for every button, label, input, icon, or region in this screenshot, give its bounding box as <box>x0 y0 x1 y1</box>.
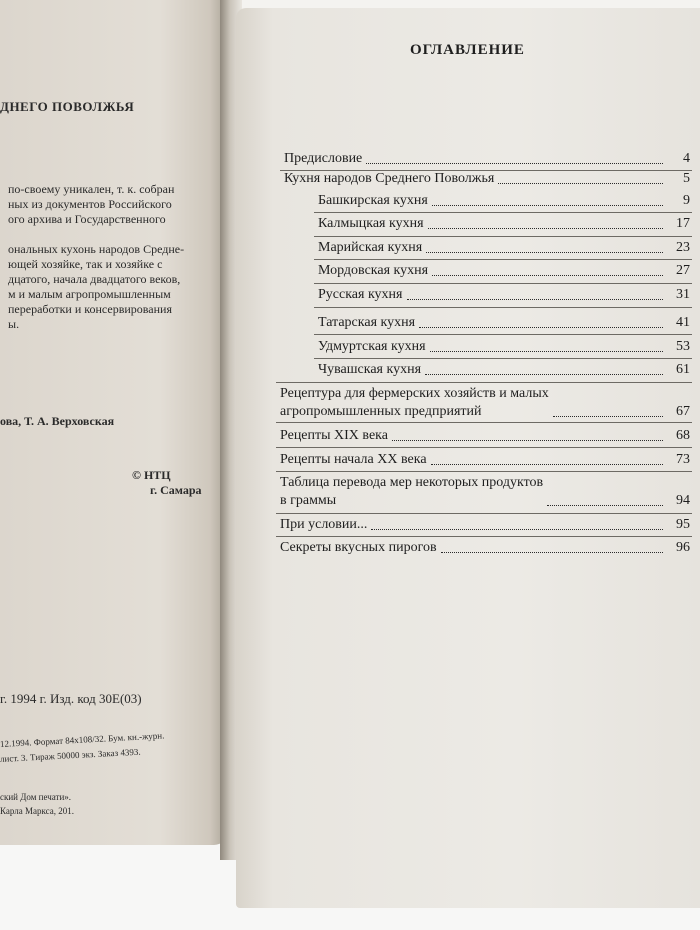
toc-entry-preface[interactable] <box>284 151 690 167</box>
toc-divider <box>276 382 692 383</box>
toc-entry-farm-recipes[interactable] <box>280 386 690 420</box>
toc-entry-label: Татарская кухня <box>318 315 416 330</box>
toc-entry-measures-table[interactable] <box>280 475 690 509</box>
toc-entry-page: 95 <box>676 517 690 532</box>
dot-leader <box>432 205 663 206</box>
toc-entry-tatar[interactable] <box>318 315 690 331</box>
toc-entry-page: 31 <box>676 287 690 302</box>
toc-entry-page: 94 <box>676 493 690 508</box>
toc-divider <box>314 236 692 237</box>
imprint-line: г. 1994 г. Изд. код 30Е(03) <box>0 691 142 706</box>
dot-leader <box>419 327 663 328</box>
toc-entry-bashkir[interactable] <box>318 193 690 209</box>
toc-divider <box>314 259 692 260</box>
toc-divider <box>314 334 692 335</box>
toc-entry-page: 23 <box>676 240 690 255</box>
toc-divider <box>276 513 692 514</box>
dot-leader <box>392 440 663 441</box>
dot-leader <box>426 252 663 253</box>
toc-entry-udmurt[interactable] <box>318 339 690 355</box>
toc-entry-label: Башкирская кухня <box>318 193 428 208</box>
dot-leader <box>431 464 663 465</box>
dot-leader <box>430 351 663 352</box>
toc-entry-label-line1: Рецептура для фермерских хозяйств и малых <box>280 386 549 401</box>
dot-leader <box>547 505 663 506</box>
left-heading: ДНЕГО ПОВОЛЖЬЯ <box>0 99 135 114</box>
imprint-line: ский Дом печати». <box>0 792 72 802</box>
toc-entry-label-line1: Таблица перевода мер некоторых продуктов <box>280 475 544 490</box>
toc-entry-conditions[interactable] <box>280 517 690 533</box>
imprint-line: 12.1994. Формат 84х108/32. Бум. кн.-журн. <box>0 730 165 749</box>
dot-leader <box>366 163 663 164</box>
toc-divider <box>276 422 692 423</box>
dot-leader <box>441 552 663 553</box>
copyright-city: г. Самара <box>150 483 202 497</box>
toc-entry-page: 41 <box>676 315 690 330</box>
toc-divider <box>276 536 692 537</box>
toc-entry-mordovian[interactable] <box>318 263 690 279</box>
left-text-line: дцатого, начала двадцатого веков, <box>8 272 181 286</box>
toc-entry-xix-century[interactable] <box>280 428 690 444</box>
toc-entry-label-line2: агропромышленных предприятий <box>280 404 482 419</box>
toc-entry-label: Марийская кухня <box>318 240 423 255</box>
toc-entry-page: 5 <box>683 171 690 186</box>
left-text-line: м и малым агропромышленным <box>8 287 171 301</box>
toc-entry-mari[interactable] <box>318 240 690 256</box>
toc-title: ОГЛАВЛЕНИЕ <box>410 42 525 58</box>
dot-leader <box>432 275 663 276</box>
toc-entry-kalmyk[interactable] <box>318 216 690 232</box>
left-text-line: по-своему уникален, т. к. собран <box>8 182 175 196</box>
toc-entry-label: Русская кухня <box>318 287 403 302</box>
dot-leader <box>428 228 663 229</box>
toc-entry-page: 73 <box>676 452 690 467</box>
toc-entry-label: Удмуртская кухня <box>318 339 426 354</box>
toc-entry-label: Мордовская кухня <box>318 263 429 278</box>
toc-divider <box>276 471 692 472</box>
toc-entry-label: Кухня народов Среднего Поволжья <box>284 171 495 186</box>
dot-leader <box>498 183 663 184</box>
left-text-line: переработки и консервирования <box>8 302 172 316</box>
toc-divider <box>314 307 692 308</box>
copyright-line: © НТЦ <box>132 468 171 482</box>
toc-entry-russian[interactable] <box>318 287 690 303</box>
toc-entry-page: 9 <box>683 193 690 208</box>
toc-entry-label: Калмыцкая кухня <box>318 216 424 231</box>
dot-leader <box>371 529 663 530</box>
toc-entry-label: Рецепты XIX века <box>280 428 388 443</box>
toc-entry-page: 17 <box>676 216 690 231</box>
toc-entry-label: Чувашская кухня <box>318 362 422 377</box>
left-text-line: ого архива и Государственного <box>8 212 166 226</box>
dot-leader <box>407 299 664 300</box>
toc-entry-page: 68 <box>676 428 690 443</box>
left-text-line: ы. <box>8 317 20 331</box>
toc-divider <box>314 358 692 359</box>
imprint-line: Карла Маркса, 201. <box>0 806 74 816</box>
toc-entry-chuvash[interactable] <box>318 362 690 378</box>
toc-entry-label: Предисловие <box>284 151 363 166</box>
toc-divider <box>314 283 692 284</box>
dot-leader <box>553 416 663 417</box>
toc-entry-page: 4 <box>683 151 690 166</box>
authors-line: ова, Т. А. Верховская <box>0 414 115 428</box>
toc-entry-page: 67 <box>676 404 690 419</box>
left-text-line: ных из документов Российского <box>8 197 172 211</box>
dot-leader <box>425 374 663 375</box>
left-text-line: ющей хозяйке, так и хозяйке с <box>8 257 163 271</box>
left-text-line: ональных кухонь народов Средне- <box>8 242 185 256</box>
toc-entry-xx-century[interactable] <box>280 452 690 468</box>
toc-entry-page: 96 <box>676 540 690 555</box>
toc-divider <box>314 212 692 213</box>
toc-entry-pie-secrets[interactable] <box>280 540 690 556</box>
toc-entry-label <box>280 475 543 509</box>
toc-entry-volga-cuisine[interactable] <box>284 171 690 187</box>
toc-entry-label-line2: в граммы <box>280 493 337 508</box>
toc-entry-label <box>280 386 549 420</box>
toc-entry-page: 27 <box>676 263 690 278</box>
imprint-line: лист. 3. Тираж 50000 экз. Заказ 4393. <box>0 746 141 764</box>
toc-entry-page: 53 <box>676 339 690 354</box>
toc-entry-page: 61 <box>676 362 690 377</box>
toc-entry-label: Рецепты начала XX века <box>280 452 427 467</box>
toc-divider <box>276 447 692 448</box>
toc-entry-label: Секреты вкусных пирогов <box>280 540 437 555</box>
toc-entry-label: При условии... <box>280 517 368 532</box>
